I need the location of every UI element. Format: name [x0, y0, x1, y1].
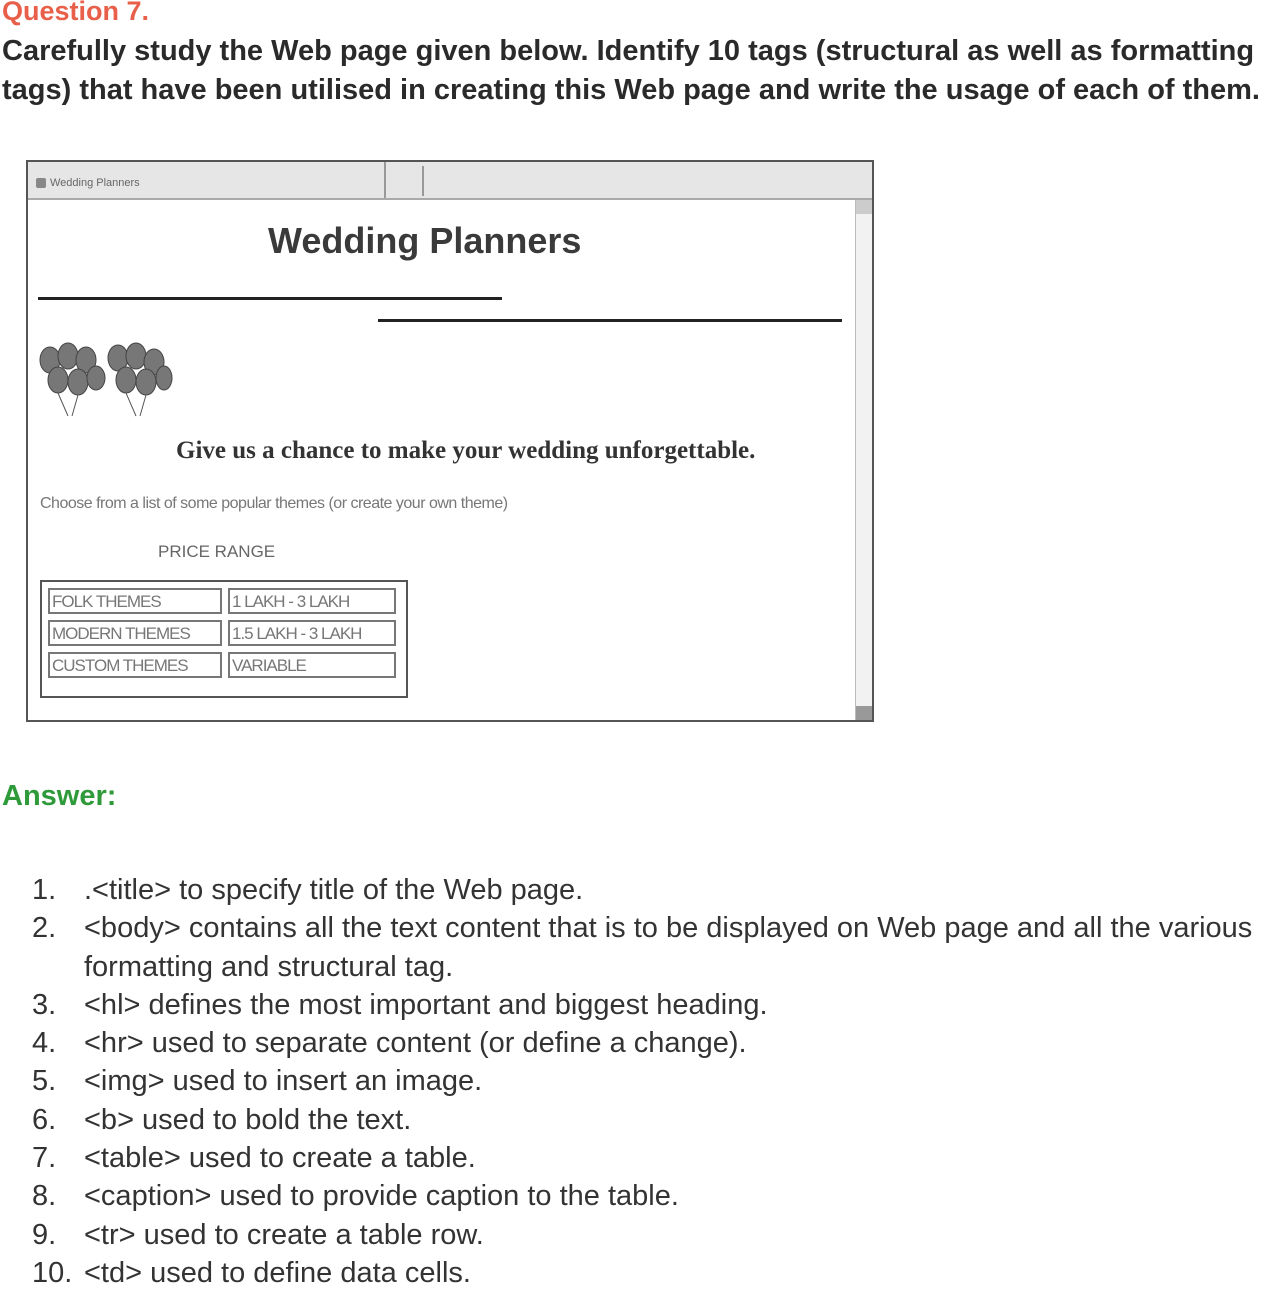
table-cell: 1.5 LAKH - 3 LAKH	[228, 620, 396, 646]
browser-tab	[28, 162, 386, 198]
answer-label: Answer:	[2, 780, 117, 812]
scroll-down-arrow	[856, 706, 872, 720]
horizontal-rule-left	[38, 297, 502, 300]
webpage-intro-text: Choose from a list of some popular themes (or create your own theme)	[40, 495, 508, 512]
list-text: <hr> used to separate content (or define a change).	[84, 1027, 747, 1060]
page-icon	[36, 178, 46, 188]
list-item	[32, 1101, 1264, 1139]
table-cell: FOLK THEMES	[48, 588, 222, 614]
list-text: <caption> used to provide caption to the table.	[84, 1180, 679, 1213]
list-text: <tr> used to create a table row.	[84, 1218, 484, 1251]
list-item	[32, 986, 1264, 1024]
list-item	[32, 909, 1264, 986]
browser-titlebar	[28, 162, 872, 200]
answer-list	[32, 871, 1264, 1292]
list-text: <hl> defines the most important and biggest heading.	[84, 988, 768, 1021]
list-number: 8.	[32, 1180, 57, 1213]
list-number: 4.	[32, 1027, 57, 1060]
list-item	[32, 1062, 1264, 1100]
list-text: <body> contains all the text content that is to be displayed on Web page and all the various formatting and structural tag.	[84, 912, 1253, 983]
list-number: 9.	[32, 1218, 57, 1251]
list-text: <img> used to insert an image.	[84, 1065, 483, 1098]
list-text: <table> used to create a table.	[84, 1142, 476, 1175]
webpage-tagline: Give us a chance to make your wedding unforgettable.	[176, 437, 756, 464]
scrollbar	[855, 200, 872, 720]
list-number: 7.	[32, 1142, 57, 1175]
list-text: <b> used to bold the text.	[84, 1103, 412, 1136]
list-number: 3.	[32, 988, 57, 1021]
list-number: 10.	[32, 1256, 73, 1289]
table-row	[48, 652, 400, 678]
question-label: Question 7.	[2, 0, 150, 26]
table-cell: VARIABLE	[228, 652, 396, 678]
list-item	[32, 1177, 1264, 1215]
list-number: 5.	[32, 1065, 57, 1098]
list-item	[32, 1216, 1264, 1254]
table-row	[48, 620, 400, 646]
list-number: 1.	[32, 874, 57, 906]
horizontal-rule-right	[378, 319, 842, 322]
balloons-image	[38, 342, 173, 417]
scroll-up-arrow	[856, 200, 872, 214]
table-row	[48, 588, 400, 614]
list-number: 2.	[32, 912, 57, 945]
browser-tab-title: Wedding Planners	[50, 177, 140, 189]
list-text: <td> used to define data cells.	[84, 1256, 471, 1289]
table-cell: CUSTOM THEMES	[48, 652, 222, 678]
list-text: .<title> to specify title of the Web page.	[84, 874, 584, 906]
table-caption: PRICE RANGE	[158, 542, 276, 561]
table-cell: 1 LAKH - 3 LAKH	[228, 588, 396, 614]
list-item	[32, 1024, 1264, 1062]
price-table	[40, 580, 408, 698]
list-item	[32, 871, 1264, 909]
browser-tab-new	[388, 166, 424, 196]
webpage-heading: Wedding Planners	[268, 220, 582, 261]
question-text: Carefully study the Web page given below. Identify 10 tags (structural as well as formatting tags) that have been utilised in creating this Web page and write the usage of each of them.	[2, 35, 1260, 106]
list-number: 6.	[32, 1103, 57, 1136]
list-item	[32, 1139, 1264, 1177]
table-cell: MODERN THEMES	[48, 620, 222, 646]
list-item	[32, 1254, 1264, 1292]
webpage-screenshot	[26, 160, 874, 722]
